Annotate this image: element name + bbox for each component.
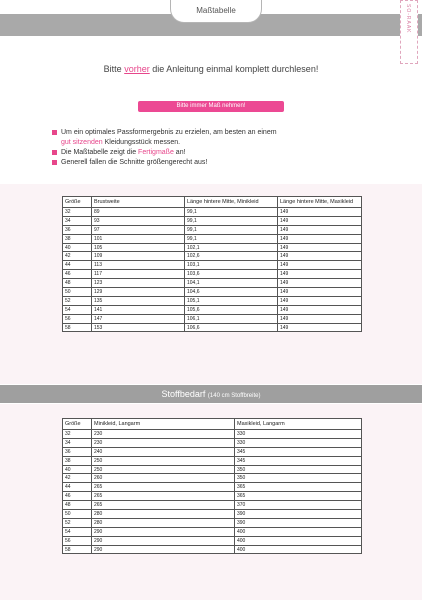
table-cell: 46	[63, 492, 92, 501]
column-header: Länge hintere Mitte, Maxikleid	[278, 197, 362, 208]
size-table-row	[63, 261, 362, 270]
table-cell: 36	[63, 447, 92, 456]
fabric-table-row	[63, 501, 362, 510]
fabric-table-row	[63, 438, 362, 447]
table-cell: 50	[63, 510, 92, 519]
size-table-header-row	[63, 197, 362, 208]
fabric-table	[62, 418, 362, 554]
instruction-before: Bitte	[103, 64, 122, 74]
table-cell: 149	[278, 234, 362, 243]
table-cell: 135	[92, 296, 185, 305]
size-table-row	[63, 314, 362, 323]
bullet-item	[52, 128, 372, 138]
table-cell: 400	[235, 527, 362, 536]
bullet-text: Die Maßtabelle zeigt die	[61, 149, 137, 156]
table-cell: 113	[92, 261, 185, 270]
table-cell: 149	[278, 296, 362, 305]
size-table-row	[63, 252, 362, 261]
size-table-row	[63, 323, 362, 332]
size-table-row	[63, 270, 362, 279]
table-cell: 330	[235, 438, 362, 447]
table-cell: 42	[63, 474, 92, 483]
table-cell: 48	[63, 501, 92, 510]
table-cell: 149	[278, 208, 362, 217]
column-header: Größe	[63, 419, 92, 430]
table-cell: 350	[235, 474, 362, 483]
column-header: Minikleid, Langarm	[92, 419, 235, 430]
fabric-table-row	[63, 447, 362, 456]
table-cell: 149	[278, 314, 362, 323]
table-cell: 280	[92, 510, 235, 519]
fabric-table-row	[63, 536, 362, 545]
table-cell: 54	[63, 305, 92, 314]
table-cell: 103,6	[185, 270, 278, 279]
size-table	[62, 196, 362, 332]
bullet-square-icon	[52, 150, 57, 155]
size-table-row	[63, 279, 362, 288]
table-cell: 58	[63, 545, 92, 554]
table-cell: 230	[92, 438, 235, 447]
table-cell: 106,1	[185, 314, 278, 323]
table-cell: 345	[235, 456, 362, 465]
table-cell: 149	[278, 270, 362, 279]
table-cell: 38	[63, 234, 92, 243]
table-cell: 149	[278, 305, 362, 314]
table-cell: 149	[278, 252, 362, 261]
instruction-link[interactable]: vorher	[124, 64, 150, 74]
table-cell: 400	[235, 536, 362, 545]
table-cell: 109	[92, 252, 185, 261]
table-cell: 99,1	[185, 225, 278, 234]
instruction-text	[0, 64, 422, 74]
table-cell: 365	[235, 492, 362, 501]
size-table-row	[63, 296, 362, 305]
table-cell: 123	[92, 279, 185, 288]
table-cell: 330	[235, 430, 362, 439]
table-cell: 149	[278, 225, 362, 234]
bullet-text: Generell fallen die Schnitte größengerecht aus!	[61, 159, 208, 166]
bullet-item	[52, 158, 372, 168]
fabric-table-row	[63, 430, 362, 439]
table-cell: 99,1	[185, 234, 278, 243]
table-cell: 290	[92, 536, 235, 545]
bullet-text: an!	[175, 149, 186, 156]
fabric-table-row	[63, 474, 362, 483]
table-cell: 32	[63, 208, 92, 217]
table-cell: 265	[92, 483, 235, 492]
table-cell: 56	[63, 314, 92, 323]
table-cell: 230	[92, 430, 235, 439]
table-cell: 52	[63, 518, 92, 527]
fabric-table-row	[63, 492, 362, 501]
table-cell: 265	[92, 501, 235, 510]
table-cell: 103,1	[185, 261, 278, 270]
instruction-after: die Anleitung einmal komplett durchlesen!	[152, 64, 319, 74]
table-cell: 240	[92, 447, 235, 456]
page-title-tab	[170, 0, 262, 23]
table-cell: 250	[92, 456, 235, 465]
table-cell: 101	[92, 234, 185, 243]
fabric-table-row	[63, 483, 362, 492]
bullet-text: Um ein optimales Passformergebnis zu erzielen, am besten an einem	[61, 129, 277, 136]
table-cell: 40	[63, 465, 92, 474]
table-cell: 147	[92, 314, 185, 323]
size-table-row	[63, 225, 362, 234]
bullet-highlight: Fertigmaße	[138, 149, 174, 156]
table-cell: 280	[92, 518, 235, 527]
table-cell: 105	[92, 243, 185, 252]
table-cell: 97	[92, 225, 185, 234]
table-cell: 99,1	[185, 216, 278, 225]
size-table-row	[63, 305, 362, 314]
fabric-table-row	[63, 465, 362, 474]
table-cell: 153	[92, 323, 185, 332]
size-table-row	[63, 288, 362, 297]
table-cell: 345	[235, 447, 362, 456]
fabric-table-header-row	[63, 419, 362, 430]
table-cell: 149	[278, 323, 362, 332]
table-cell: 34	[63, 438, 92, 447]
table-cell: 93	[92, 216, 185, 225]
table-cell: 260	[92, 474, 235, 483]
table-cell: 290	[92, 527, 235, 536]
fabric-requirement-band	[0, 385, 422, 403]
table-cell: 105,1	[185, 296, 278, 305]
bullet-item	[52, 148, 372, 158]
bullet-list	[52, 128, 372, 168]
table-cell: 265	[92, 492, 235, 501]
table-cell: 141	[92, 305, 185, 314]
table-cell: 36	[63, 225, 92, 234]
fabric-table-row	[63, 545, 362, 554]
table-cell: 105,6	[185, 305, 278, 314]
bullet-square-icon	[52, 130, 57, 135]
side-tag-label: SO-RAAK	[405, 4, 411, 34]
table-cell: 50	[63, 288, 92, 297]
table-cell: 40	[63, 243, 92, 252]
table-cell: 365	[235, 483, 362, 492]
table-cell: 390	[235, 518, 362, 527]
table-cell: 149	[278, 279, 362, 288]
table-cell: 42	[63, 252, 92, 261]
table-cell: 104,1	[185, 279, 278, 288]
table-cell: 149	[278, 261, 362, 270]
table-cell: 104,6	[185, 288, 278, 297]
table-cell: 46	[63, 270, 92, 279]
table-cell: 34	[63, 216, 92, 225]
table-cell: 38	[63, 456, 92, 465]
table-cell: 390	[235, 510, 362, 519]
column-header: Größe	[63, 197, 92, 208]
table-cell: 149	[278, 243, 362, 252]
measure-notice-label: Bitte immer Maß nehmen!	[176, 103, 246, 109]
fabric-table-row	[63, 510, 362, 519]
table-cell: 106,6	[185, 323, 278, 332]
size-table-row	[63, 208, 362, 217]
table-cell: 48	[63, 279, 92, 288]
table-cell: 129	[92, 288, 185, 297]
table-cell: 32	[63, 430, 92, 439]
table-cell: 54	[63, 527, 92, 536]
column-header: Brustweite	[92, 197, 185, 208]
table-cell: 149	[278, 288, 362, 297]
size-table-row	[63, 243, 362, 252]
table-cell: 44	[63, 261, 92, 270]
table-cell: 99,1	[185, 208, 278, 217]
table-cell: 102,1	[185, 243, 278, 252]
fabric-table-row	[63, 456, 362, 465]
table-cell: 58	[63, 323, 92, 332]
size-table-row	[63, 216, 362, 225]
table-cell: 350	[235, 465, 362, 474]
column-header: Maxikleid, Langarm	[235, 419, 362, 430]
table-cell: 52	[63, 296, 92, 305]
fabric-table-row	[63, 527, 362, 536]
table-cell: 149	[278, 216, 362, 225]
fabric-table-row	[63, 518, 362, 527]
page-title: Maßtabelle	[196, 6, 236, 15]
bullet-text: Kleidungsstück messen.	[104, 139, 181, 146]
table-cell: 400	[235, 545, 362, 554]
bullet-highlight: gut sitzenden	[61, 139, 103, 146]
table-cell: 250	[92, 465, 235, 474]
table-cell: 370	[235, 501, 362, 510]
table-cell: 290	[92, 545, 235, 554]
table-cell: 102,6	[185, 252, 278, 261]
fabric-requirement-title: Stoffbedarf	[161, 389, 206, 399]
table-cell: 56	[63, 536, 92, 545]
measure-notice-banner	[138, 101, 284, 112]
table-cell: 44	[63, 483, 92, 492]
column-header: Länge hintere Mitte, Minikleid	[185, 197, 278, 208]
bullet-item-continued	[52, 138, 372, 148]
size-table-row	[63, 234, 362, 243]
fabric-requirement-subtitle: (140 cm Stoffbreite)	[207, 393, 261, 399]
table-cell: 117	[92, 270, 185, 279]
table-cell: 89	[92, 208, 185, 217]
bullet-square-icon	[52, 160, 57, 165]
side-tag	[400, 0, 418, 64]
